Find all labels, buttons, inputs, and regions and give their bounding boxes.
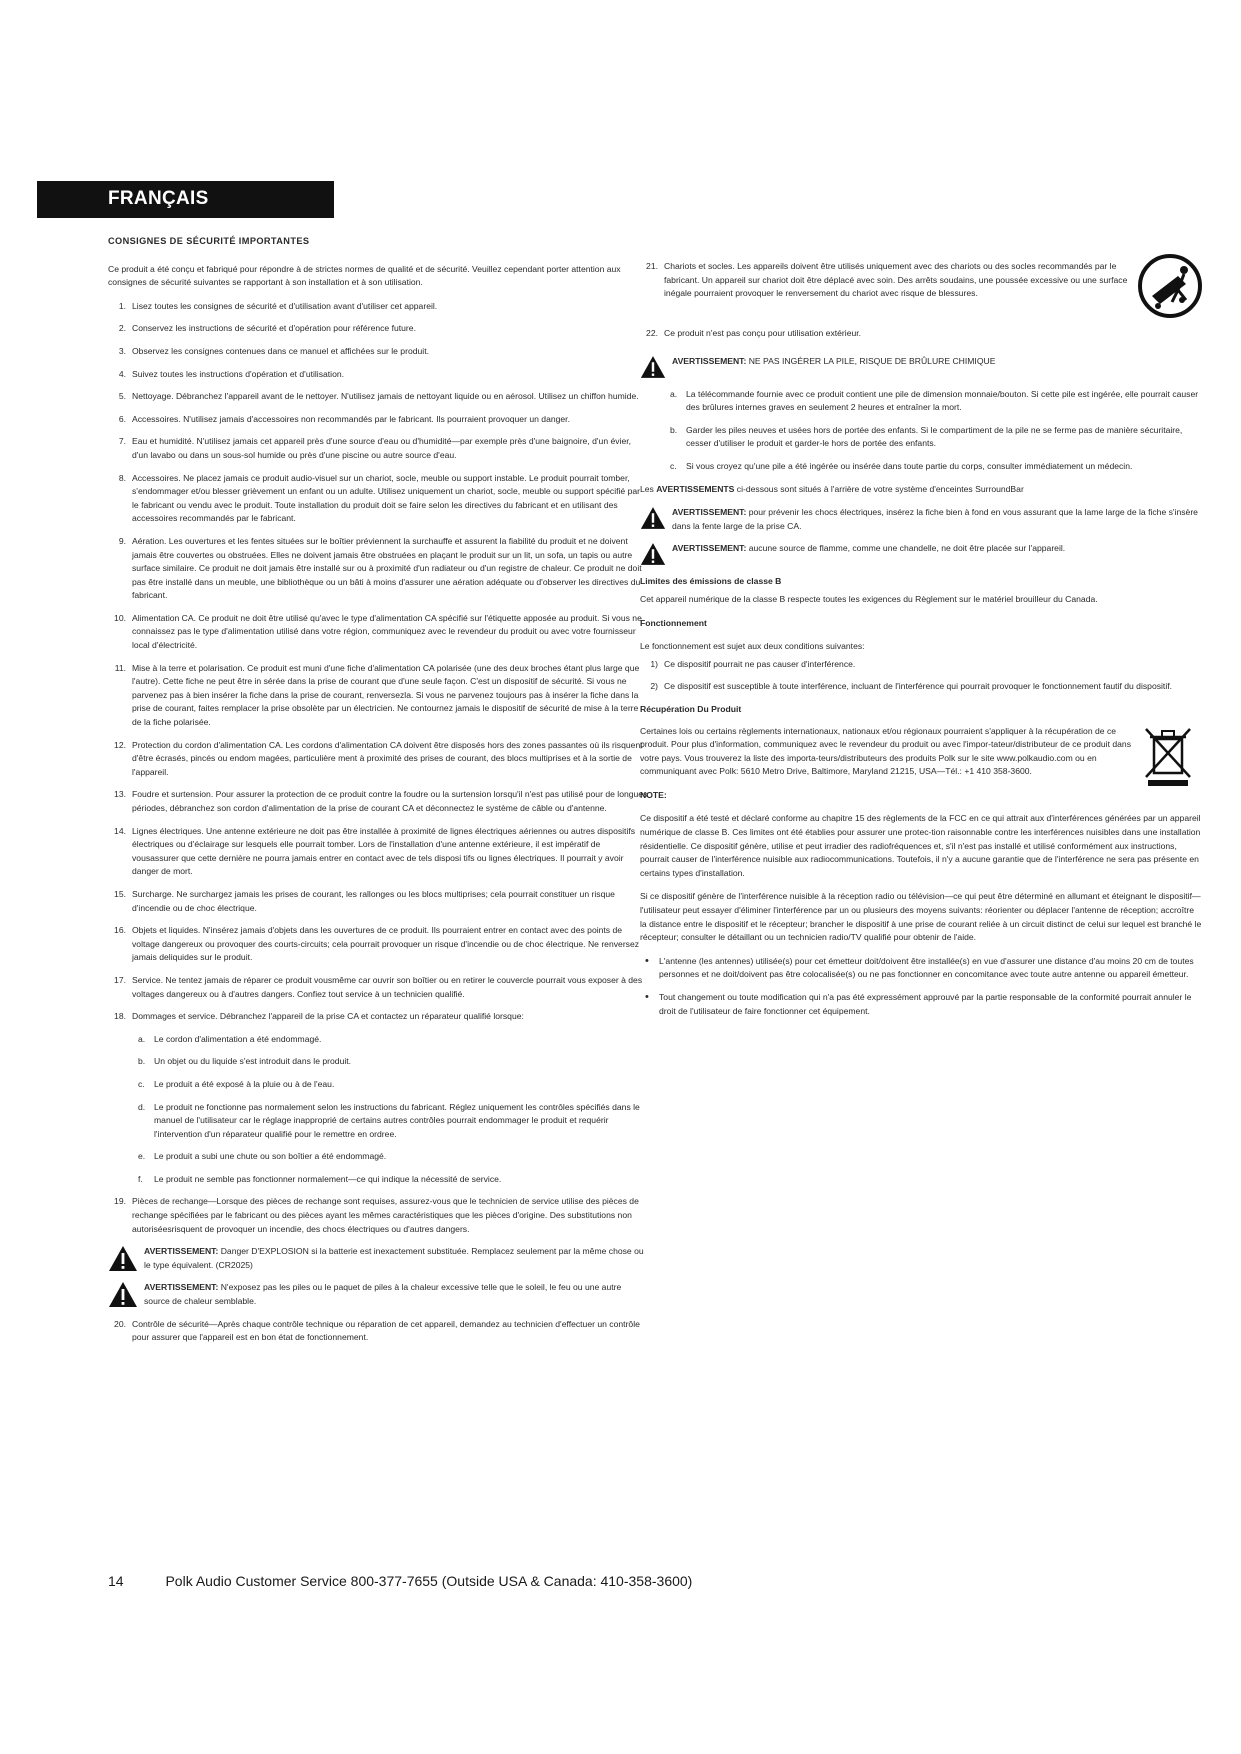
list-item: c. Le produit a été exposé à la pluie ou à de l'eau. xyxy=(138,1078,335,1089)
warning-triangle-icon xyxy=(640,355,666,379)
operation-list xyxy=(640,658,1202,694)
warning-triangle-icon xyxy=(108,1281,138,1308)
warning-triangle-icon xyxy=(640,542,666,566)
crossed-bin-icon xyxy=(1142,725,1194,787)
list-item: a. La télécommande fournie avec ce produit contient une pile de dimension monnaie/bouton. Si cette pile est ingérée, elle pourrait causer des brûlures internes graves en seulement 2 heures et entraîner la mort. xyxy=(670,388,1199,413)
list-item: 3. Observez les consignes contenues dans ce manuel et affichées sur le produit. xyxy=(118,345,429,356)
right-column xyxy=(640,260,1202,1027)
list-item: f. Le produit ne semble pas fonctionner normalement—ce qui indique la nécessité de service. xyxy=(138,1173,502,1184)
warning-triangle-icon xyxy=(108,1245,138,1272)
list-item: 21. Chariots et socles. Les appareils doivent être utilisés uniquement avec des chariots ou des socles recommandés par le fabricant. Un appareil sur chariot doit être déplacé avec soin. Des arrêts soudains, une poussée excessive ou une surface inégale pourraient provoquer le renversement du chariot avec risque de blessures. xyxy=(640,260,1202,318)
list-item: 10. Alimentation CA. Ce produit ne doit être utilisé qu'avec le type d'alimentation CA spécifié sur l'étiquette apposée au produit. Si vous ne connaissez pas le type d'alimentation utilisé dans votre région, communiquez avec le revendeur du produit ou avec votre fournisseur local d'électricité. xyxy=(114,612,642,651)
list-item: 12. Protection du cordon d'alimentation CA. Les cordons d'alimentation CA doivent être disposés hors des zones passantes où ils risquent d'être écrasés, pincés ou endom magées, particulière ment à proximité des prises de courant, des blocs multiprises et à la sortie de l'appareil. xyxy=(114,739,643,777)
list-item: b. Un objet ou du liquide s'est introduit dans le produit. xyxy=(138,1056,352,1067)
list-item: d. Le produit ne fonctionne pas normalement selon les instructions du fabricant. Réglez uniquement les contrôles spécifiés dans le manuel de l'utilisateur car le réglage inapproprié de certains autres contrôles pourrait endommager le produit et requérir l'intervention d'un réparateur qualifié pour le remettre en ordree. xyxy=(138,1101,640,1139)
list-item: 11. Mise à la terre et polarisation. Ce produit est muni d'une fiche d'alimentation CA polarisée (une des deux broches étant plus large que l'autre). Cette fiche ne peut être in sérée dans la prise de courant que d'une seule façon. C'est un dispositif de sécurité. Si vous ne parvenez pas à bien insérer la fiche dans la prise de courant, renversezla. Si vous ne parvenez toujours pas à insérer la fiche dans la prise de courant, faites remplacer la prise obsolète par un électricien. Ne contournez jamais le dispositif de sécurité de mise à la terre de la fiche polarisée. xyxy=(114,662,640,728)
list-item: 7. Eau et humidité. N'utilisez jamais cet appareil près d'une source d'eau ou d'humidité—par exemple près d'une baignoire, d'un évier, d'un lavabo ou dans un sous-sol humide ou près d'une piscine ou autre source d'eau. xyxy=(118,436,632,460)
list-item: 13. Foudre et surtension. Pour assurer la protection de ce produit contre la foudre ou la surtension lorsqu'il n'est pas utilisé pour de longues périodes, débranchez son cordon d'alimentation de la prise de courant CA et déconnectez le système de câble ou d'antenne. xyxy=(114,789,648,813)
list-item: 16. Objets et liquides. N'insérez jamais d'objets dans les ouvertures de ce produit. Ils pourraient entrer en contact avec des points de voltage dangereux ou provoquer des courts-circuits; cela pourrait provoquer un risque d'incendie ou de choc électrique. Ne renversez jamais deliquides sur le produit. xyxy=(114,925,640,963)
cart-tip-over-icon xyxy=(1138,254,1202,318)
bullet-item: • Tout changement ou toute modification qui n'a pas été expressément approuvé par la partie responsable de la conformité pourrait annuler le droit de l'utilisateur de faire fonctionner cet équipement. xyxy=(645,991,1202,1018)
classb-heading: Limites des émissions de classe B xyxy=(640,576,782,587)
list-item: e. Le produit a subi une chute ou son boîtier a été endommagé. xyxy=(138,1151,387,1162)
damage-sublist xyxy=(108,1033,648,1187)
list-item: 5. Nettoyage. Débranchez l'appareil avant de le nettoyer. N'utilisez jamais de nettoyant liquide ou en aérosol. Utilisez un chiffon humide. xyxy=(118,391,639,402)
battery-sublist xyxy=(640,388,1202,474)
warning-triangle-icon xyxy=(640,506,666,530)
note-bullets xyxy=(640,955,1202,1018)
language-title: FRANÇAIS xyxy=(108,188,209,209)
list-item: 2. Conservez les instructions de sécurité et d'opération pour référence future. xyxy=(118,323,416,334)
operation-heading: Fonctionnement xyxy=(640,617,707,628)
list-item: 14. Lignes électriques. Une antenne extérieure ne doit pas être installée à proximité de lignes électriques aériennes ou autres dispositifs électriques ou d'éclairage sur lesquels elle pourrait tomber. Lors de l'installation d'une antenne extérieure, il est impératif de vousassurer que cette dernière ne pourra jamais entrer en contact avec de tels disposi tifs ou lignes électriques. Il pourrait y avoir danger de mort. xyxy=(114,825,636,877)
bullet-icon: • xyxy=(645,991,649,1003)
left-column xyxy=(108,235,648,1354)
list-item: 18. Dommages et service. Débranchez l'appareil de la prise CA et contactez un réparateur qualifié lorsque: xyxy=(114,1011,524,1022)
list-item: 8. Accessoires. Ne placez jamais ce produit audio-visuel sur un chariot, socle, meuble ou support instable. Le produit pourrait tomber, s'endommager et/ou blesser grièvement un enfant ou un adulte. Utilisez uniquement un chariot, socle, meuble ou support spécifié par le fabricant ou vendu avec le produit. Toute installation du produit doit se faire selon les directives du fabricant et en utilisant des accessoires recommandés par le fabricant. xyxy=(118,472,641,524)
safety-heading: CONSIGNES DE SÉCURITÉ IMPORTANTES xyxy=(108,236,310,246)
operation-text: Le fonctionnement est sujet aux deux conditions suivantes: xyxy=(640,641,865,652)
flame-warning: AVERTISSEMENT: aucune source de flamme, comme une chandelle, ne doit être placée sur l'appareil. xyxy=(640,542,1202,566)
customer-service-line: Polk Audio Customer Service 800-377-7655 (Outside USA & Canada: 410-358-3600) xyxy=(165,1573,693,1589)
battery-warning: AVERTISSEMENT: NE PAS INGÉRER LA PILE, RISQUE DE BRÛLURE CHIMIQUE xyxy=(640,355,1202,379)
language-banner xyxy=(37,181,334,218)
safety-intro: Ce produit a été conçu et fabriqué pour répondre à de strictes normes de qualité et de sécurité. Veuillez cependant porter attention aux consignes de sécurité suivantes se rapportant à son installation et à son utilisation. xyxy=(108,263,621,288)
list-item: 1. Lisez toutes les consignes de sécurité et d'utilisation avant d'utiliser cet appareil. xyxy=(118,300,438,311)
shock-warning: AVERTISSEMENT: pour prévenir les chocs électriques, insérez la fiche bien à fond en vous assurant que la lame large de la fiche s'insère dans la fente large de la prise CA. xyxy=(640,506,1202,533)
list-item: c. Si vous croyez qu'une pile a été ingérée ou insérée dans toute partie du corps, consulter immédiatement un médecin. xyxy=(670,460,1133,471)
page-footer xyxy=(108,1573,692,1589)
list-item: 4. Suivez toutes les instructions d'opération et d'utilisation. xyxy=(118,368,345,379)
list-item: 15. Surcharge. Ne surchargez jamais les prises de courant, les rallonges ou les blocs multiprises; cela pourrait constituer un risque d'incendie ou de choc électrique. xyxy=(114,888,615,913)
classb-text: Cet appareil numérique de la classe B respecte toutes les exigences du Règlement sur le matériel brouilleur du Canada. xyxy=(640,593,1098,604)
surround-note: Les AVERTISSEMENTS ci-dessous sont situés à l'arrière de votre système d'enceintes SurroundBar xyxy=(640,483,1024,494)
note-heading: NOTE: xyxy=(640,789,667,800)
list-item: 17. Service. Ne tentez jamais de réparer ce produit vousmême car ouvrir son boîtier ou en retirer le couvercle pourrait vous exposer à des voltages dangereux ou à d'autres dangers. Confiez tout service à un technicien qualifié. xyxy=(114,974,643,999)
safety-list xyxy=(108,300,648,1024)
list-item: 1) Ce dispositif pourrait ne pas causer d'interférence. xyxy=(650,658,856,669)
list-item: 9. Aération. Les ouvertures et les fentes situées sur le boîtier préviennent la surchauffe et assurent la fiabilité du produit et ne doivent jamais être couvertes ou obstruées. Elles ne doivent jamais être obstruées en plaçant le produit sur un lit, un sofa, un tapis ou autre surface similaire. Ce produit ne doit jamais être installé sur ou à proximité d'un radiateur ou d'un registre de chaleur. Ce produit ne doit pas être installé dans un meuble, une bibliothèque ou un bâti à moins d'assurer une aération adéquate ou d'observer les directives du fabricant. xyxy=(118,535,642,601)
heat-warning: AVERTISSEMENT: N'exposez pas les piles ou le paquet de piles à la chaleur excessive telle que le soleil, le feu ou une autre source de chaleur semblable. xyxy=(108,1281,648,1308)
list-item: a. Le cordon d'alimentation a été endommagé. xyxy=(138,1033,322,1044)
bullet-item: • L'antenne (les antennes) utilisée(s) pour cet émetteur doit/doivent être installée(s) en vue d'assurer une distance d'au moins 20 cm de toutes personnes et ne doit/doivent pas être colocalisée(s) ou ne pas fonctionner en concomitance avec toute autre antenne ou appareil émetteur. xyxy=(645,955,1202,982)
list-item: 22. Ce produit n'est pas conçu pour utilisation extérieur. xyxy=(646,328,862,338)
list-item: 19. Pièces de rechange—Lorsque des pièces de rechange sont requises, assurez-vous que le technicien de service utilise des pièces de rechange spécifiées par le fabricant ou des pièces ayant les mêmes caractéristiques que les pièces d'origine. Des substitutions non autoriséesrisquent de provoquer un incendie, des chocs électriques ou d'autres dangers. xyxy=(114,1196,639,1234)
page-number: 14 xyxy=(108,1573,124,1589)
list-item: 6. Accessoires. N'utilisez jamais d'accessoires non recommandés par le fabricant. Ils pourraient provoquer un danger. xyxy=(118,413,570,424)
list-item: b. Garder les piles neuves et usées hors de portée des enfants. Si le compartiment de la pile ne se ferme pas de manière sécuritaire, cesser d'utiliser le produit et garder-le hors de portée des enfants. xyxy=(670,424,1183,449)
note-paragraph: Si ce dispositif génère de l'interférence nuisible à la réception radio ou télévision—ce qui peut être déterminé en allumant et éteignant le dispositif—l'utilisateur peut essayer d'éliminer l'interférence par un ou plusieurs des moyens suivants: réorienter ou déplacer l'antenne de réception; accroître la distance entre le dispositif et le récepteur; brancher le dispositif à une prise de courant reliée à un circuit distinct de celui sur lequel est branché le récepteur; consulter le détaillant ou un technicien radio/TV qualifié pour obtenir de l'aide. xyxy=(640,891,1202,943)
explosion-warning: AVERTISSEMENT: Danger D'EXPLOSION si la batterie est inexactement substituée. Remplacez seulement par la même chose ou le type équivalent. (CR2025) xyxy=(108,1245,648,1272)
list-item: 2) Ce dispositif est susceptible à toute interférence, incluant de l'interférence qui pourrait provoquer le fonctionnement fautif du dispositif. xyxy=(650,681,1173,692)
recovery-text: Certaines lois ou certains règlements internationaux, nationaux et/ou régionaux pourraient s'appliquer à la récupération de ce produit. Pour plus d'information, communiquez avec le revendeur du produit ou avec l'impor-tateur/distributeur de ce produit dans votre pays. Vous trouverez la liste des importa-teurs/distributeurs des produits Polk sur le site www.polkaudio.com ou en communiquant avec Polk: 5610 Metro Drive, Baltimore, Maryland 21215, USA—Tél.: +1 410 358-3600. xyxy=(640,725,1202,779)
recovery-heading: Récupération Du Produit xyxy=(640,703,742,714)
bullet-icon: • xyxy=(645,954,649,967)
list-item: 20. Contrôle de sécurité—Après chaque contrôle technique ou réparation de cet appareil, demandez au technicien d'effectuer un contrôle pour assurer que l'appareil est en bon état de fonctionnement. xyxy=(114,1318,640,1343)
note-paragraph: Ce dispositif a été testé et déclaré conforme au chapitre 15 des règlements de la FCC en ce qui attrait aux d'interférences générées par un appareil numérique de classe B. Ces limites ont été établies pour assurer une protec-tion raisonnable contre les interférences nuisibles dans une installation résidentielle. Ce dispositif génère, utilise et peut irradier des radiofréquences et, s'il n'est pas installé et utilisé conformément aux instructions, pourrait causer de l'interférence nuisible aux radiocommunications. Toutefois, il n'y a aucune garantie que de l'interférence ne sera pas présente en certains types d'installation. xyxy=(640,813,1201,878)
